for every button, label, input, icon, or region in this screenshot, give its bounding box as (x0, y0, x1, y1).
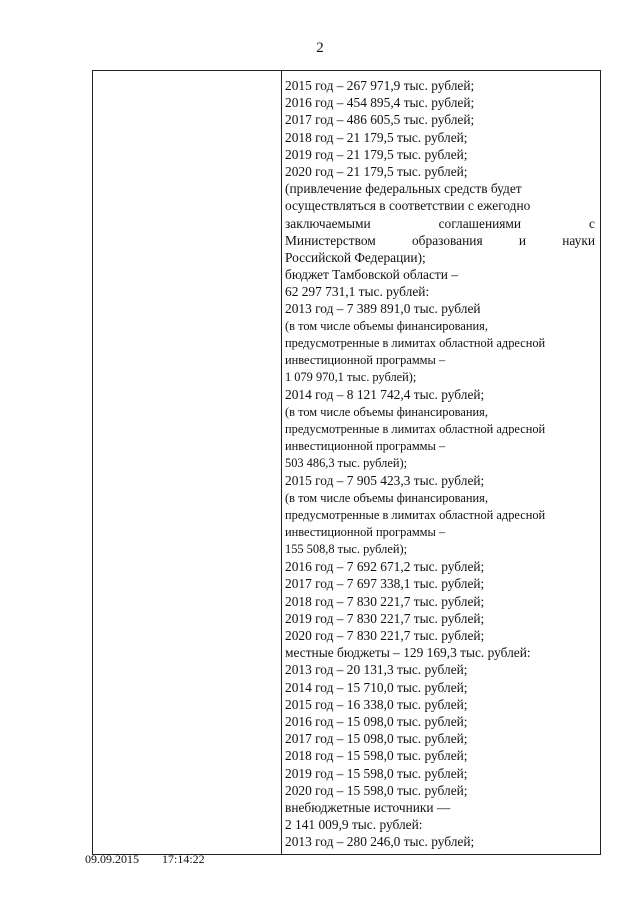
footer-timestamp (85, 852, 205, 867)
text-line: 2020 год – 15 598,0 тыс. рублей; (285, 782, 468, 798)
text-line: 2017 год – 15 098,0 тыс. рублей; (285, 731, 468, 747)
text-line: 2013 год – 280 246,0 тыс. рублей; (285, 834, 475, 850)
text-line (285, 232, 595, 249)
text-line: 2020 год – 7 830 221,7 тыс. рублей; (285, 628, 485, 643)
text-line: 2016 год – 7 692 671,2 тыс. рублей; (285, 559, 485, 575)
text-line: предусмотренные в лимитах областной адресной (285, 335, 546, 350)
text-line: 2 141 009,9 тыс. рублей: (285, 817, 423, 833)
text-line: внебюджетные источники — (285, 799, 451, 815)
text-word: соглашениями (438, 215, 522, 231)
text-line: Российской Федерации); (285, 249, 426, 265)
text-line: 2020 год – 21 179,5 тыс. рублей; (285, 163, 468, 179)
footer-time: 17:14:22 (162, 852, 205, 866)
text-line: (в том числе объемы финансирования, (285, 318, 488, 333)
text-line: 1 079 970,1 тыс. рублей); (285, 370, 417, 385)
text-line: (в том числе объемы финансирования, (285, 404, 488, 419)
column-divider (281, 71, 282, 854)
text-word: образования (411, 232, 483, 248)
text-line: 62 297 731,1 тыс. рублей: (285, 284, 430, 300)
text-line: 2013 год – 7 389 891,0 тыс. рублей (285, 301, 481, 317)
document-table (92, 70, 601, 855)
text-line: бюджет Тамбовской области – (285, 267, 458, 283)
text-line: 2014 год – 15 710,0 тыс. рублей; (285, 679, 468, 695)
text-line: 2018 год – 7 830 221,7 тыс. рублей; (285, 593, 485, 609)
page-number: 2 (316, 40, 324, 56)
text-line: осуществляться в соответствии с ежегодно (285, 198, 531, 214)
text-line: 2019 год – 21 179,5 тыс. рублей; (285, 146, 468, 162)
text-word: и (518, 232, 526, 248)
text-word: Министерством (285, 232, 376, 248)
text-line: предусмотренные в лимитах областной адресной (285, 507, 546, 522)
text-word: науки (562, 232, 595, 248)
text-line: 2016 год – 454 895,4 тыс. рублей; (285, 95, 475, 111)
text-line: инвестиционной программы – (285, 438, 446, 453)
text-line: 2019 год – 7 830 221,7 тыс. рублей; (285, 610, 485, 626)
text-line: (привлечение федеральных средств будет (285, 181, 522, 197)
text-line: 2014 год – 8 121 742,4 тыс. рублей; (285, 387, 485, 403)
footer-date: 09.09.2015 (85, 852, 139, 866)
text-line (285, 215, 595, 232)
text-line: 2018 год – 15 598,0 тыс. рублей; (285, 748, 468, 764)
right-column-cell (285, 77, 595, 850)
text-line: 2016 год – 15 098,0 тыс. рублей; (285, 713, 468, 729)
text-line: предусмотренные в лимитах областной адресной (285, 421, 546, 436)
text-line: 155 508,8 тыс. рублей); (285, 542, 408, 557)
text-line: инвестиционной программы – (285, 524, 446, 539)
text-line: местные бюджеты – 129 169,3 тыс. рублей: (285, 645, 531, 661)
text-line: 2017 год – 486 605,5 тыс. рублей; (285, 112, 475, 128)
text-line: 2019 год – 15 598,0 тыс. рублей; (285, 765, 468, 781)
text-word: заключаемыми (285, 215, 371, 231)
text-line: 2015 год – 16 338,0 тыс. рублей; (285, 696, 468, 712)
text-line: 2015 год – 267 971,9 тыс. рублей; (285, 78, 475, 93)
text-line: 2015 год – 7 905 423,3 тыс. рублей; (285, 473, 485, 489)
text-line: 2018 год – 21 179,5 тыс. рублей; (285, 129, 468, 145)
text-line: 2017 год – 7 697 338,1 тыс. рублей; (285, 576, 485, 592)
text-line: (в том числе объемы финансирования, (285, 490, 488, 505)
text-line: 503 486,3 тыс. рублей); (285, 456, 408, 471)
text-line: инвестиционной программы – (285, 353, 446, 367)
text-word: с (589, 215, 595, 231)
text-line: 2013 год – 20 131,3 тыс. рублей; (285, 662, 468, 678)
